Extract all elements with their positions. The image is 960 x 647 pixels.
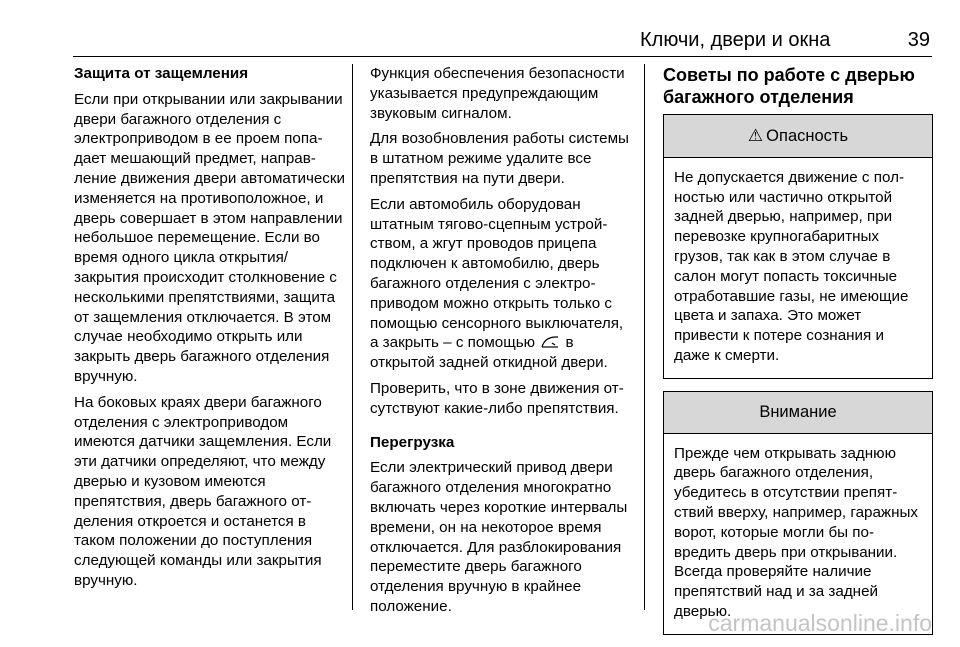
tailgate-close-button-icon: [541, 336, 559, 348]
danger-box: [663, 114, 933, 379]
warning-triangle-icon: ⚠: [747, 126, 764, 145]
danger-box-title: Опасность: [766, 127, 849, 145]
page-number: 39: [907, 29, 930, 51]
caution-box-text: Прежде чем открывать заднюю дверь багажного отделения, убедитесь в отсутствии препятствий вверху, например, гаражных ворот, которые могли бы повредить дверь при открывании. Всегда проверяйте наличие препятствий над и за задней дверью.: [674, 444, 918, 620]
resume-operation-paragraph: Для возобновления работы системы в штатном режиме удалите все препятствия на пути двери.: [370, 130, 629, 187]
watermark: carmanualsonline.info: [708, 610, 932, 636]
towbar-paragraph: [370, 195, 635, 373]
check-obstacles-paragraph: Проверить, что в зоне движения отсутствуют какие-либо препятствия.: [370, 379, 624, 417]
anti-pinch-paragraph-1: Если при открывании или закрывании двери багажного отделения с электроприводом в ее проем попадает мешающий предмет, направление движения двери автоматически изменяется на противоположное, и дверь совершает в этом направлении небольшое перемещение. Если во время одного цикла открытия/закрытия происходит столкновение с несколькими препятствиями, защита от защемления отключается. В этом случае необходимо открыть или закрыть дверь багажного отделения вручную.: [74, 90, 346, 385]
tailgate-tips-title: Советы по работе с дверью багажного отделения: [663, 65, 915, 107]
column-divider-right: [644, 64, 645, 610]
danger-box-header: [664, 115, 932, 158]
anti-pinch-paragraph-2: На боковых краях двери багажного отделения с электроприводом имеются датчики защемления. Если эти датчики определяют, что между дверью и кузовом имеются препятствия, дверь багажного отделения откроется и останется в таком положении до поступления следующей команды или закрытия вручную.: [74, 393, 332, 589]
overload-paragraph: Если электрический привод двери багажного отделения многократно включать через короткие интервалы времени, он на некоторое время отключается. Для разблокирования переместите дверь багажного отделения вручную в крайнее положение.: [370, 459, 628, 615]
column-divider-left: [352, 64, 353, 610]
overload-heading: Перегрузка: [370, 433, 455, 451]
right-column: [663, 64, 933, 647]
towbar-text: Если автомобиль оборудован штатным тягово-сцепным устройством, а жгут проводов прицепа подключен к автомобилю, дверь багажного отделения с электроприводом можно открыть только с помощью сенсорного выключателя, а закрыть – с помощью: [370, 195, 624, 352]
left-column: [74, 64, 348, 597]
anti-pinch-heading: Защита от защемления: [74, 65, 249, 82]
safety-signal-paragraph: Функция обеспечения безопасности указывается предупреждающим звуковым сигналом.: [370, 65, 625, 122]
caution-box: [663, 391, 933, 635]
chapter-title: Ключи, двери и окна: [640, 29, 831, 51]
caution-box-title: Внимание: [664, 392, 932, 434]
danger-box-text: Не допускается движение с полностью или частично открытой задней дверью, например, при перевозке крупногабаритных грузов, так как в этом случае в салон могут попасть токсичные отработавшие газы, не имеющие цвета и запаха. Это может привести к потере сознания и даже к смерти.: [674, 168, 909, 364]
middle-column: [370, 64, 635, 623]
header-divider: [73, 56, 932, 57]
towbar-text-end: в открытой задней откидной двери.: [370, 334, 608, 372]
